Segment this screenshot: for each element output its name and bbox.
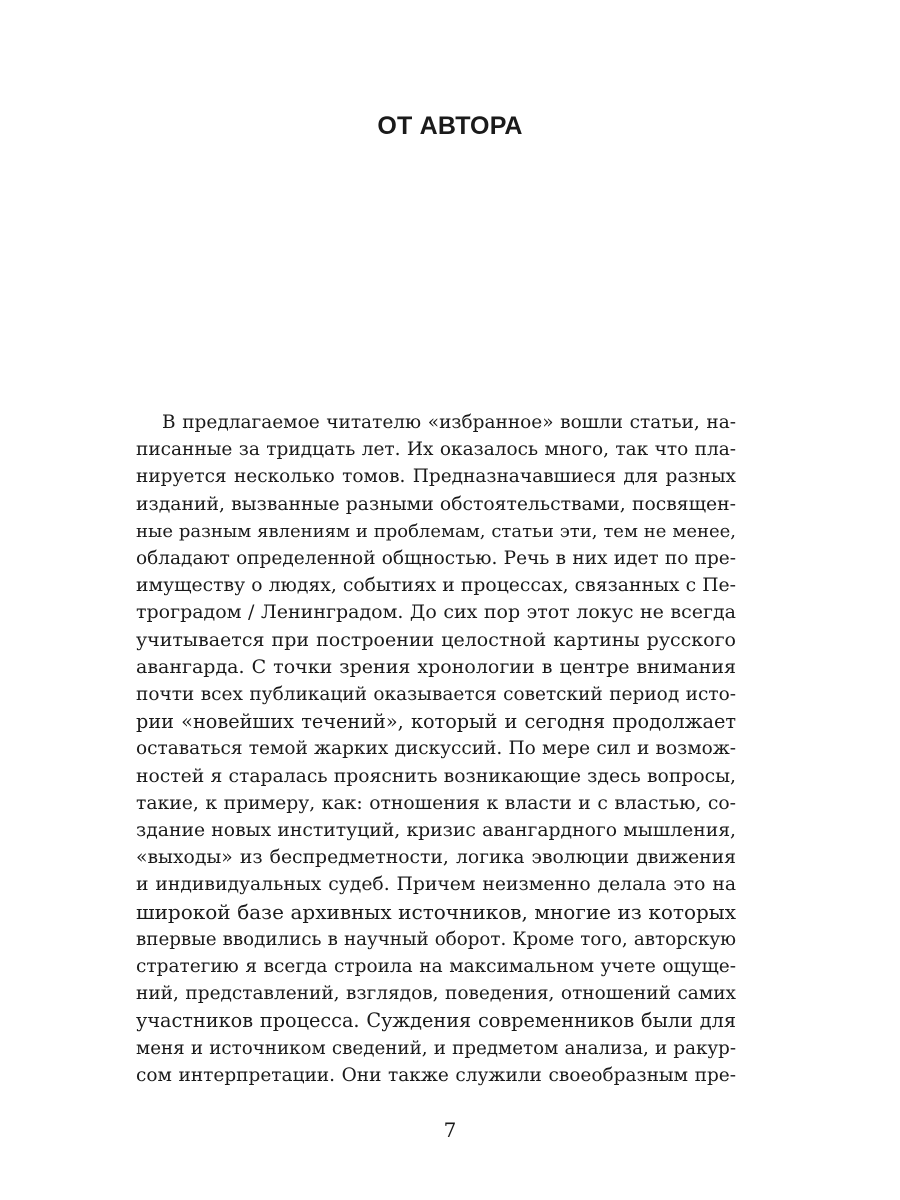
- text-line: широкой базе архивных источников, многие из которых: [136, 899, 736, 924]
- page-number: 7: [443, 1118, 457, 1142]
- text-line: «выходы» из беспредметности, логика эволюции движения: [136, 847, 736, 869]
- text-line: оставаться темой жарких дискуссий. По мере сил и возмож-: [136, 738, 736, 760]
- text-line: ний, представлений, взглядов, поведения, отношений самих: [136, 983, 736, 1005]
- text-line: почти всех публикаций оказывается советский период исто-: [136, 684, 736, 706]
- text-line: стратегию я всегда строила на максимальном учете ощуще-: [136, 956, 736, 978]
- text-line: учитывается при построении целостной картины русского: [136, 628, 736, 651]
- text-line: рии «новейших течений», который и сегодня продолжает: [136, 710, 736, 734]
- text-line: нируется несколько томов. Предназначавшиеся для разных: [136, 466, 736, 488]
- text-line: такие, к примеру, как: отношения к власти и с властью, со-: [136, 792, 736, 814]
- text-line: В предлагаемое читателю «избранное» вошли статьи, на-: [162, 412, 736, 433]
- text-line: имуществу о людях, событиях и процессах, связанных с Пе-: [136, 575, 736, 597]
- body-paragraph: [136, 409, 736, 1089]
- page-title: ОТ АВТОРА: [377, 112, 523, 140]
- text-line: троградом / Ленинградом. До сих пор этот локус не всегда: [136, 601, 736, 624]
- text-line: здание новых институций, кризис авангардного мышления,: [136, 820, 736, 842]
- text-line: изданий, вызванные разными обстоятельствами, посвящен-: [136, 493, 736, 515]
- text-line: писанные за тридцать лет. Их оказалось много, так что пла-: [136, 439, 736, 461]
- text-line: сом интерпретации. Они также служили своеобразным пре-: [136, 1064, 736, 1086]
- text-line: авангарда. С точки зрения хронологии в центре внимания: [136, 655, 736, 678]
- text-line: обладают определенной общностью. Речь в них идет по пре-: [136, 548, 736, 570]
- text-line: впервые вводились в научный оборот. Кроме того, авторскую: [136, 928, 736, 950]
- text-line: участников процесса. Суждения современников были для: [136, 1009, 736, 1033]
- text-line: меня и источником сведений, и предметом анализа, и ракур-: [136, 1037, 736, 1059]
- text-line: ные разным явлениям и проблемам, статьи эти, тем не менее,: [136, 520, 736, 542]
- text-line: и индивидуальных судеб. Причем неизменно делала это на: [136, 874, 736, 896]
- text-line: ностей я старалась прояснить возникающие здесь вопросы,: [136, 765, 736, 787]
